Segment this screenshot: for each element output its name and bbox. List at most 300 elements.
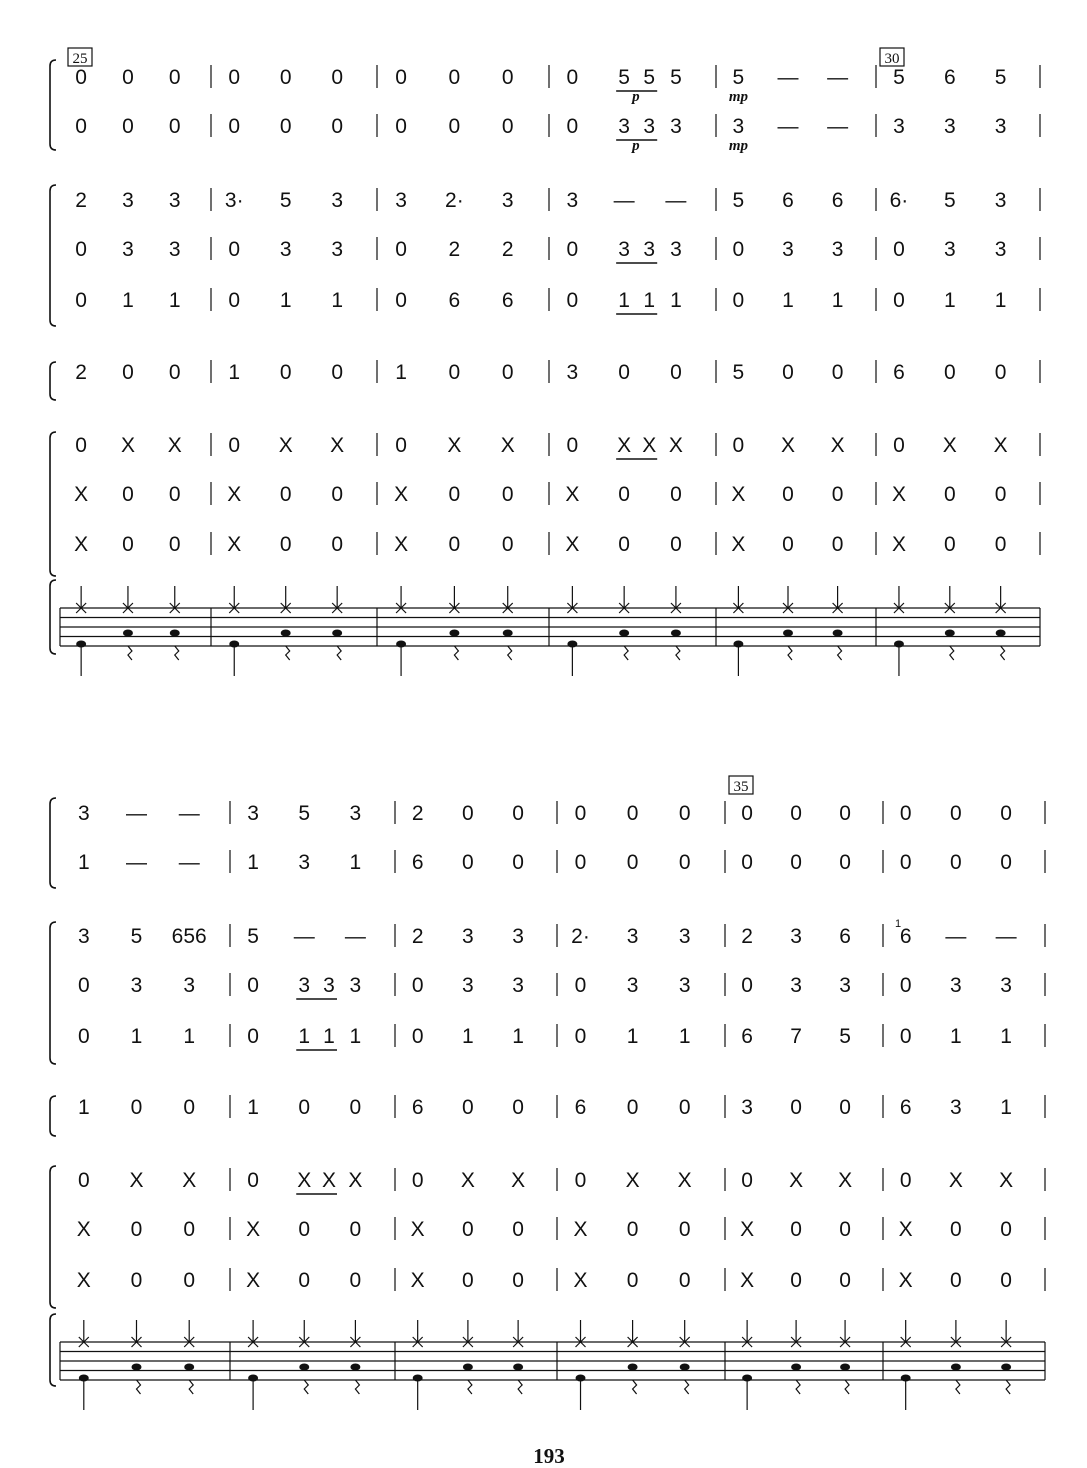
notation-symbol: 0 xyxy=(75,434,87,457)
notation-symbol: — xyxy=(777,115,799,138)
notation-symbol: 3 xyxy=(566,361,579,384)
notation-symbol: 6 xyxy=(411,1096,424,1119)
notation-symbol: 0 xyxy=(228,238,241,261)
notation-symbol: 0 xyxy=(77,1169,90,1192)
notation-symbol: 2 xyxy=(75,189,87,212)
notation-symbol: 6 xyxy=(893,361,905,384)
notation-symbol: X xyxy=(617,434,632,457)
notation-symbol: 3 xyxy=(349,974,362,997)
notation-symbol: 3 xyxy=(943,238,956,261)
notation-symbol: 5 xyxy=(893,66,905,89)
notation-symbol: 0 xyxy=(183,1218,196,1241)
notation-symbol: 1 xyxy=(168,289,181,312)
notation-symbol: X xyxy=(891,483,906,506)
notation-symbol: 0 xyxy=(168,483,181,506)
notation-symbol: 3 xyxy=(122,238,134,261)
drum-note xyxy=(840,1320,850,1394)
notation-symbol: 5 xyxy=(298,802,311,825)
notation-symbol: 0 xyxy=(618,533,630,556)
notation-symbol: 0 xyxy=(839,851,851,874)
notation-symbol: X xyxy=(789,1169,804,1192)
drum-note xyxy=(901,1320,911,1410)
notation-symbol: 0 xyxy=(298,1218,311,1241)
notation-symbol: 0 xyxy=(462,1218,474,1241)
notation-symbol: 0 xyxy=(782,533,794,556)
notation-symbol: 2 xyxy=(75,361,87,384)
notation-symbol: 0 xyxy=(395,238,407,261)
notation-symbol: 1 xyxy=(122,289,134,312)
notation-symbol: X xyxy=(76,1218,91,1241)
notation-symbol: 0 xyxy=(626,1096,639,1119)
notation-symbol: 0 xyxy=(670,361,682,384)
notation-symbol: 0 xyxy=(448,66,461,89)
notation-symbol: — xyxy=(613,189,635,212)
notation-symbol: 1 xyxy=(331,289,344,312)
notation-symbol: 0 xyxy=(574,974,587,997)
notation-symbol: 0 xyxy=(899,802,912,825)
notation-symbol: 5 xyxy=(839,1025,851,1048)
notation-symbol: 1 xyxy=(323,1025,335,1048)
notation-symbol: 3 xyxy=(943,115,956,138)
notation-symbol: 1 xyxy=(77,851,90,874)
notation-symbol: 0 xyxy=(448,533,461,556)
notation-symbol: 0 xyxy=(122,115,134,138)
notation-symbol: 0 xyxy=(943,483,956,506)
notation-symbol: 0 xyxy=(732,238,745,261)
notation-symbol: 6 xyxy=(574,1096,587,1119)
notation-symbol: X xyxy=(500,434,515,457)
notation-symbol: 0 xyxy=(678,802,691,825)
notation-symbol: 3 xyxy=(790,974,802,997)
notation-symbol: 0 xyxy=(839,802,851,825)
notation-symbol: 0 xyxy=(279,66,292,89)
notation-symbol: 0 xyxy=(168,66,181,89)
notation-symbol: X xyxy=(830,434,845,457)
grace-note: 1 xyxy=(895,918,902,930)
notation-symbol: — xyxy=(344,925,366,948)
notation-symbol: 0 xyxy=(741,851,753,874)
notation-symbol: 0 xyxy=(228,115,241,138)
notation-symbol: 0 xyxy=(77,1025,90,1048)
svg-text:25: 25 xyxy=(72,51,88,67)
notation-symbol: — xyxy=(777,66,799,89)
notation-symbol: 3 xyxy=(618,115,630,138)
notation-symbol: 0 xyxy=(790,1096,802,1119)
notation-symbol: 0 xyxy=(228,66,241,89)
notation-symbol: 0 xyxy=(331,361,344,384)
notation-symbol: 3 xyxy=(298,974,311,997)
drum-note xyxy=(733,586,743,676)
notation-symbol: 0 xyxy=(228,434,241,457)
notation-symbol: — xyxy=(178,851,200,874)
notation-symbol: 0 xyxy=(349,1218,362,1241)
notation-symbol: 0 xyxy=(448,115,461,138)
notation-symbol: 2· xyxy=(445,189,464,212)
notation-symbol: X xyxy=(731,533,746,556)
notation-symbol: 1 xyxy=(279,289,292,312)
notation-symbol: 0 xyxy=(395,115,407,138)
notation-symbol: 1 xyxy=(228,361,241,384)
notation-symbol: 5 xyxy=(130,925,143,948)
drum-note xyxy=(945,586,955,660)
notation-symbol: 3 xyxy=(670,238,682,261)
notation-symbol: 0 xyxy=(331,115,344,138)
notation-symbol: 0 xyxy=(618,361,630,384)
notation-symbol: 0 xyxy=(279,361,292,384)
notation-symbol: X xyxy=(642,434,657,457)
notation-symbol: X xyxy=(898,1218,913,1241)
notation-symbol: 3 xyxy=(678,925,691,948)
notation-symbol: X xyxy=(891,533,906,556)
notation-symbol: 0 xyxy=(75,289,87,312)
notation-symbol: 7 xyxy=(790,1025,802,1048)
drum-note xyxy=(396,586,406,676)
notation-symbol: 0 xyxy=(994,533,1007,556)
notation-symbol: 0 xyxy=(122,533,134,556)
notation-symbol: X xyxy=(182,1169,197,1192)
notation-symbol: X xyxy=(942,434,957,457)
drum-note xyxy=(628,1320,638,1394)
notation-symbol: 0 xyxy=(512,1096,524,1119)
drum-note xyxy=(132,1320,142,1394)
notation-symbol: 6 xyxy=(501,289,514,312)
notation-symbol: 0 xyxy=(566,66,579,89)
notation-symbol: 0 xyxy=(950,1269,962,1292)
notation-symbol: 0 xyxy=(1000,851,1012,874)
notation-symbol: 0 xyxy=(349,1269,362,1292)
notation-symbol: 0 xyxy=(448,361,461,384)
notation-symbol: 0 xyxy=(512,1218,524,1241)
drum-note xyxy=(513,1320,523,1394)
notation-symbol: 3 xyxy=(77,925,90,948)
notation-symbol: 0 xyxy=(839,1218,851,1241)
system-1 xyxy=(60,48,1040,676)
notation-symbol: 0 xyxy=(741,974,753,997)
notation-symbol: 0 xyxy=(831,483,844,506)
notation-symbol: 3 xyxy=(950,1096,962,1119)
notation-symbol: 6 xyxy=(411,851,424,874)
drum-staff xyxy=(60,1320,1045,1410)
notation-symbol: 6 xyxy=(899,1096,912,1119)
notation-symbol: — xyxy=(995,925,1017,948)
notation-symbol: 0 xyxy=(448,483,461,506)
notation-symbol: 0 xyxy=(893,434,905,457)
notation-symbol: 1 xyxy=(247,851,259,874)
notation-symbol: 0 xyxy=(512,802,524,825)
notation-symbol: 1 xyxy=(130,1025,143,1048)
notation-symbol: X xyxy=(731,483,746,506)
notation-symbol: 3 xyxy=(643,115,656,138)
notation-symbol: 0 xyxy=(395,66,407,89)
notation-symbol: 0 xyxy=(943,533,956,556)
notation-symbol: — xyxy=(126,802,147,825)
system-2 xyxy=(60,776,1045,1410)
svg-text:35: 35 xyxy=(733,779,749,795)
notation-symbol: 5 xyxy=(994,66,1007,89)
notation-symbol: 1 xyxy=(994,289,1007,312)
notation-symbol: — xyxy=(827,115,849,138)
notation-symbol: 0 xyxy=(950,851,962,874)
notation-symbol: X xyxy=(120,434,135,457)
notation-symbol: X xyxy=(668,434,683,457)
notation-symbol: X xyxy=(460,1169,475,1192)
notation-symbol: 3 xyxy=(994,115,1007,138)
notation-symbol: — xyxy=(178,802,200,825)
notation-symbol: — xyxy=(665,189,687,212)
notation-symbol: 3· xyxy=(224,189,244,212)
dynamic-marking: mp xyxy=(728,89,748,105)
notation-symbol: 0 xyxy=(512,1269,524,1292)
notation-symbol: 0 xyxy=(183,1096,196,1119)
notation-symbol: 5 xyxy=(618,66,630,89)
notation-symbol: 3 xyxy=(279,238,292,261)
notation-symbol: 2 xyxy=(411,802,424,825)
drum-note xyxy=(680,1320,690,1394)
notation-symbol: 0 xyxy=(678,1269,691,1292)
notation-symbol: 0 xyxy=(462,1269,474,1292)
notation-symbol: 0 xyxy=(298,1269,311,1292)
notation-symbol: 0 xyxy=(678,851,691,874)
notation-symbol: 0 xyxy=(626,851,639,874)
notation-symbol: X xyxy=(780,434,796,457)
rehearsal-mark xyxy=(68,48,92,67)
notation-symbol: 0 xyxy=(122,483,134,506)
notation-symbol: 0 xyxy=(574,802,587,825)
drum-note xyxy=(742,1320,752,1410)
notation-symbol: X xyxy=(740,1269,755,1292)
notation-symbol: 0 xyxy=(626,1218,639,1241)
notation-symbol: 0 xyxy=(247,1169,259,1192)
notation-symbol: 0 xyxy=(566,115,579,138)
drum-note xyxy=(299,1320,309,1394)
notation-symbol: 0 xyxy=(411,1025,424,1048)
notation-symbol: 0 xyxy=(512,851,524,874)
notation-symbol: 0 xyxy=(183,1269,196,1292)
notation-symbol: 3 xyxy=(618,238,630,261)
notation-symbol: 0 xyxy=(741,1169,753,1192)
notation-symbol: X xyxy=(447,434,462,457)
drum-note xyxy=(1001,1320,1011,1394)
notation-symbol: 0 xyxy=(831,533,844,556)
notation-symbol: 0 xyxy=(782,483,794,506)
notation-symbol: 3 xyxy=(994,189,1007,212)
notation-symbol: 3 xyxy=(331,189,344,212)
notation-symbol: 0 xyxy=(1000,802,1012,825)
notation-symbol: 0 xyxy=(462,802,474,825)
notation-symbol: 0 xyxy=(943,361,956,384)
notation-symbol: 0 xyxy=(994,483,1007,506)
notation-symbol: 0 xyxy=(839,1269,851,1292)
system-2-brackets xyxy=(50,798,56,1386)
notation-symbol: 0 xyxy=(228,289,241,312)
notation-symbol: X xyxy=(838,1169,853,1192)
notation-symbol: X xyxy=(394,483,409,506)
notation-symbol: 6· xyxy=(889,189,909,212)
drum-note xyxy=(123,586,133,660)
notation-symbol: 0 xyxy=(279,533,292,556)
notation-symbol: 1 xyxy=(349,851,362,874)
notation-symbol: 3 xyxy=(512,974,524,997)
notation-symbol: 0 xyxy=(247,1025,259,1048)
notation-symbol: 0 xyxy=(331,66,344,89)
notation-symbol: 0 xyxy=(950,1218,962,1241)
notation-symbol: X xyxy=(999,1169,1014,1192)
notation-symbol: 0 xyxy=(395,289,407,312)
notation-symbol: X xyxy=(297,1169,312,1192)
notation-symbol: 1 xyxy=(950,1025,962,1048)
notation-symbol: 0 xyxy=(168,361,181,384)
notation-symbol: 656 xyxy=(171,925,207,948)
notation-symbol: 6 xyxy=(943,66,956,89)
notation-symbol: 1 xyxy=(943,289,956,312)
notation-symbol: 0 xyxy=(75,238,87,261)
drum-note xyxy=(951,1320,961,1394)
notation-symbol: 0 xyxy=(790,1218,802,1241)
notation-symbol: X xyxy=(573,1218,588,1241)
system-1-brackets xyxy=(50,60,56,654)
notation-symbol: 0 xyxy=(331,483,344,506)
notation-symbol: 1 xyxy=(395,361,407,384)
notation-symbol: 1 xyxy=(1000,1025,1012,1048)
drum-note xyxy=(248,1320,258,1410)
notation-symbol: X xyxy=(227,483,242,506)
notation-symbol: 0 xyxy=(130,1096,143,1119)
notation-symbol: 1 xyxy=(670,289,682,312)
rehearsal-mark xyxy=(880,48,904,67)
notation-symbol: X xyxy=(948,1169,963,1192)
notation-symbol: 0 xyxy=(566,289,579,312)
notation-symbol: 3 xyxy=(566,189,579,212)
notation-symbol: X xyxy=(410,1269,425,1292)
notation-symbol: 3 xyxy=(323,974,335,997)
drum-staff xyxy=(60,586,1040,676)
drum-note xyxy=(671,586,681,660)
rehearsal-mark xyxy=(729,776,753,795)
notation-symbol: X xyxy=(677,1169,692,1192)
notation-symbol: 0 xyxy=(732,434,745,457)
notation-symbol: X xyxy=(129,1169,144,1192)
notation-symbol: 3 xyxy=(626,974,639,997)
notation-symbol: 1 xyxy=(512,1025,524,1048)
notation-symbol: 3 xyxy=(741,1096,753,1119)
notation-symbol: 3 xyxy=(462,925,474,948)
dynamic-marking: mp xyxy=(728,138,748,154)
notation-symbol: 3 xyxy=(893,115,905,138)
notation-symbol: X xyxy=(246,1218,261,1241)
notation-symbol: 5 xyxy=(732,189,745,212)
drum-note xyxy=(229,586,239,676)
notation-symbol: 0 xyxy=(130,1218,143,1241)
drum-note xyxy=(894,586,904,676)
drum-note xyxy=(76,586,86,676)
drum-note xyxy=(619,586,629,660)
svg-text:30: 30 xyxy=(884,51,900,67)
notation-symbol: 5 xyxy=(279,189,292,212)
notation-symbol: 0 xyxy=(130,1269,143,1292)
notation-symbol: 3 xyxy=(122,189,134,212)
notation-symbol: 0 xyxy=(899,974,912,997)
notation-symbol: 3 xyxy=(395,189,407,212)
notation-symbol: 0 xyxy=(298,1096,311,1119)
notation-symbol: 0 xyxy=(411,1169,424,1192)
notation-symbol: 0 xyxy=(331,533,344,556)
notation-symbol: 0 xyxy=(122,66,134,89)
notation-symbol: X xyxy=(511,1169,526,1192)
notation-symbol: 2 xyxy=(501,238,514,261)
notation-symbol: 0 xyxy=(574,1025,587,1048)
notation-symbol: 3 xyxy=(501,189,514,212)
drum-note xyxy=(79,1320,89,1410)
notation-symbol: X xyxy=(74,483,89,506)
drum-note xyxy=(791,1320,801,1394)
notation-symbol: 3 xyxy=(950,974,962,997)
notation-symbol: 0 xyxy=(75,115,87,138)
notation-symbol: 6 xyxy=(839,925,851,948)
notation-symbol: X xyxy=(573,1269,588,1292)
notation-symbol: 0 xyxy=(790,1269,802,1292)
notation-symbol: — xyxy=(827,66,849,89)
notation-symbol: 0 xyxy=(349,1096,362,1119)
notation-symbol: 0 xyxy=(566,434,579,457)
notation-symbol: 0 xyxy=(893,289,905,312)
notation-symbol: 2 xyxy=(448,238,461,261)
notation-symbol: 1 xyxy=(618,289,630,312)
drum-note xyxy=(783,586,793,660)
notation-symbol: 1 xyxy=(349,1025,362,1048)
notation-symbol: 5 xyxy=(247,925,259,948)
notation-symbol: 2 xyxy=(411,925,424,948)
notation-symbol: 1 xyxy=(298,1025,311,1048)
notation-symbol: 0 xyxy=(462,1096,474,1119)
notation-symbol: 1 xyxy=(678,1025,691,1048)
notation-symbol: 0 xyxy=(395,434,407,457)
notation-symbol: 5 xyxy=(732,66,745,89)
notation-symbol: 0 xyxy=(574,851,587,874)
notation-symbol: 1 xyxy=(831,289,844,312)
notation-symbol: X xyxy=(246,1269,261,1292)
notation-symbol: 0 xyxy=(899,1025,912,1048)
notation-symbol: 0 xyxy=(950,802,962,825)
notation-symbol: 0 xyxy=(626,802,639,825)
notation-symbol: 0 xyxy=(839,1096,851,1119)
notation-symbol: — xyxy=(293,925,315,948)
notation-symbol: 0 xyxy=(899,1169,912,1192)
notation-symbol: 0 xyxy=(501,483,514,506)
drum-note xyxy=(413,1320,423,1410)
notation-symbol: X xyxy=(227,533,242,556)
notation-symbol: 2 xyxy=(741,925,753,948)
notation-symbol: X xyxy=(740,1218,755,1241)
notation-symbol: 6 xyxy=(741,1025,753,1048)
notation-symbol: 0 xyxy=(168,533,181,556)
notation-symbol: X xyxy=(898,1269,913,1292)
notation-symbol: X xyxy=(74,533,89,556)
drum-note xyxy=(833,586,843,660)
notation-symbol: 3 xyxy=(168,238,181,261)
notation-symbol: 0 xyxy=(75,66,87,89)
notation-symbol: 0 xyxy=(501,361,514,384)
notation-symbol: 0 xyxy=(462,851,474,874)
notation-symbol: X xyxy=(321,1169,337,1192)
notation-symbol: 0 xyxy=(790,802,802,825)
notation-symbol: 3 xyxy=(298,851,311,874)
notation-symbol: 0 xyxy=(893,238,905,261)
notation-symbol: 0 xyxy=(279,483,292,506)
notation-symbol: 0 xyxy=(501,533,514,556)
notation-symbol: 0 xyxy=(678,1218,691,1241)
notation-symbol: 3 xyxy=(839,974,851,997)
notation-symbol: X xyxy=(348,1169,363,1192)
